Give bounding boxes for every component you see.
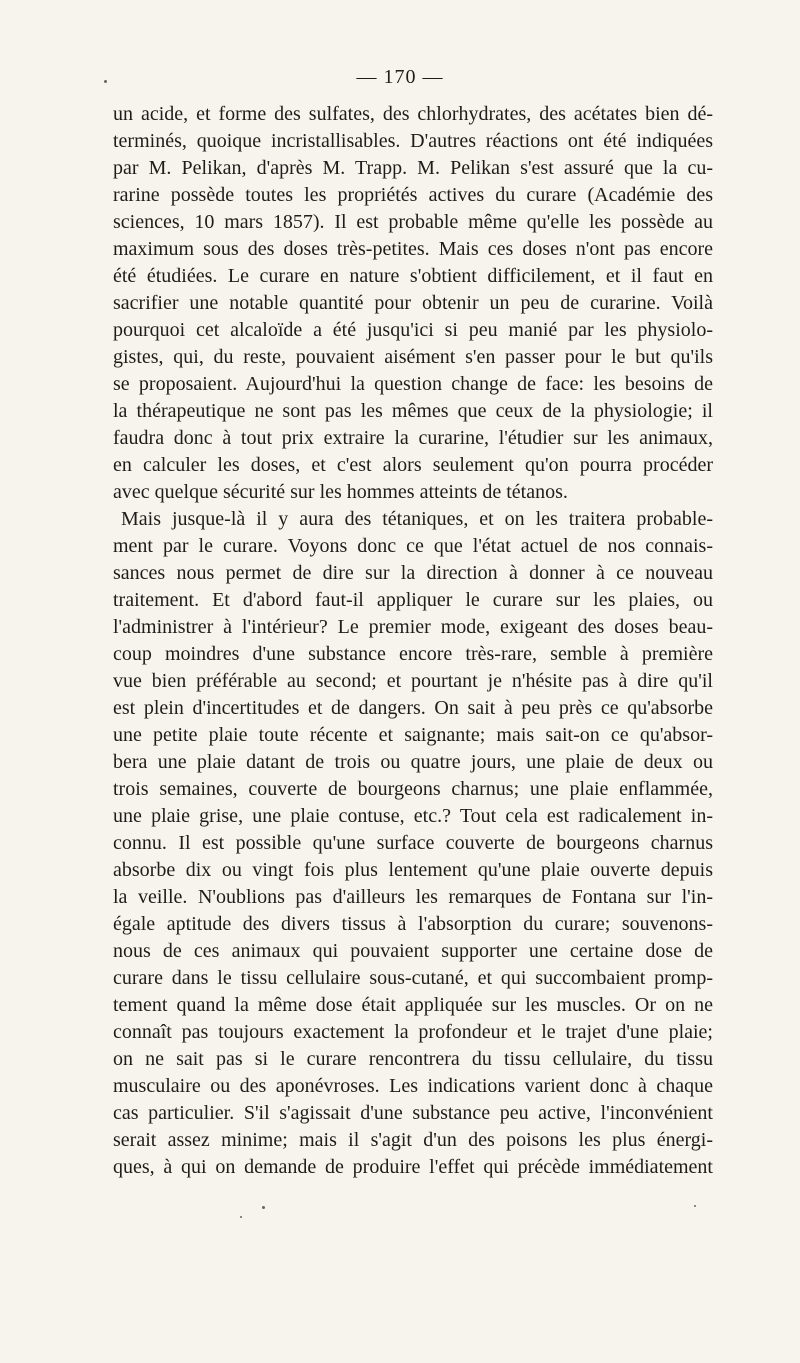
text-line: par M. Pelikan, d'après M. Trapp. M. Pelikan s'est assuré que la cu- [113, 157, 713, 179]
text-line: se proposaient. Aujourd'hui la question change de face: les besoins de [113, 373, 713, 395]
text-line: tement quand la même dose était appliquée sur les muscles. Or on ne [113, 994, 713, 1016]
paragraph-1 [113, 101, 713, 506]
scan-speck [262, 1206, 265, 1209]
text-line: sances nous permet de dire sur la direction à donner à ce nouveau [113, 562, 713, 584]
body-text [113, 101, 713, 1181]
text-line: serait assez minime; mais il s'agit d'un des poisons les plus énergi- [113, 1129, 713, 1151]
text-line: musculaire ou des aponévroses. Les indications varient donc à chaque [113, 1075, 713, 1097]
page-number: — 170 — [356, 66, 444, 88]
text-line: cas particulier. S'il s'agissait d'une substance peu active, l'inconvénient [113, 1102, 713, 1124]
text-line: bera une plaie datant de trois ou quatre jours, une plaie de deux ou [113, 751, 713, 773]
text-line: pourquoi cet alcaloïde a été jusqu'ici si peu manié par les physiolo- [113, 319, 713, 341]
paragraph-2 [113, 506, 713, 1181]
text-line: ment par le curare. Voyons donc ce que l'état actuel de nos connais- [113, 535, 713, 557]
text-line: faudra donc à tout prix extraire la curarine, l'étudier sur les animaux, [113, 427, 713, 449]
text-line: ques, à qui on demande de produire l'effet qui précède immédiatement [113, 1156, 713, 1178]
text-line: Mais jusque-là il y aura des tétaniques, et on les traitera probable- [121, 508, 713, 530]
text-line: en calculer les doses, et c'est alors seulement qu'on pourra procéder [113, 454, 713, 476]
text-line: maximum sous des doses très-petites. Mais ces doses n'ont pas encore [113, 238, 713, 260]
text-line: la thérapeutique ne sont pas les mêmes que ceux de la physiologie; il [113, 400, 713, 422]
text-line: gistes, qui, du reste, pouvaient aisément s'en passer pour le but qu'ils [113, 346, 713, 368]
text-line: été étudiées. Le curare en nature s'obtient difficilement, et il faut en [113, 265, 713, 287]
text-line: absorbe dix ou vingt fois plus lentement qu'une plaie ouverte depuis [113, 859, 713, 881]
text-line: une plaie grise, une plaie contuse, etc.? Tout cela est radicalement in- [113, 805, 713, 827]
text-line: sciences, 10 mars 1857). Il est probable même qu'elle les possède au [113, 211, 713, 233]
scan-speck [104, 80, 107, 83]
text-line: coup moindres d'une substance encore très-rare, semble à première [113, 643, 713, 665]
text-line: traitement. Et d'abord faut-il appliquer le curare sur les plaies, ou [113, 589, 713, 611]
text-line: avec quelque sécurité sur les hommes atteints de tétanos. [113, 481, 568, 503]
scan-speck [240, 1216, 242, 1218]
text-line: trois semaines, couverte de bourgeons charnus; une plaie enflammée, [113, 778, 713, 800]
text-line: connaît pas toujours exactement la profondeur et le trajet d'une plaie; [113, 1021, 713, 1043]
text-line: une petite plaie toute récente et saignante; mais sait-on ce qu'absor- [113, 724, 713, 746]
text-line: est plein d'incertitudes et de dangers. On sait à peu près ce qu'absorbe [113, 697, 713, 719]
text-line: sacrifier une notable quantité pour obtenir un peu de curarine. Voilà [113, 292, 713, 314]
text-line: terminés, quoique incristallisables. D'autres réactions ont été indiquées [113, 130, 713, 152]
text-line: un acide, et forme des sulfates, des chlorhydrates, des acétates bien dé- [113, 103, 713, 125]
text-line: curare dans le tissu cellulaire sous-cutané, et qui succombaient promp- [113, 967, 713, 989]
text-line: vue bien préférable au second; et pourtant je n'hésite pas à dire qu'il [113, 670, 713, 692]
scan-speck [694, 1205, 696, 1207]
text-line: la veille. N'oublions pas d'ailleurs les remarques de Fontana sur l'in- [113, 886, 713, 908]
text-line: nous de ces animaux qui pouvaient supporter une certaine dose de [113, 940, 713, 962]
text-line: égale aptitude des divers tissus à l'absorption du curare; souvenons- [113, 913, 713, 935]
text-line: rarine possède toutes les propriétés actives du curare (Académie des [113, 184, 713, 206]
text-line: on ne sait pas si le curare rencontrera du tissu cellulaire, du tissu [113, 1048, 713, 1070]
text-line: l'administrer à l'intérieur? Le premier mode, exigeant des doses beau- [113, 616, 713, 638]
text-line: connu. Il est possible qu'une surface couverte de bourgeons charnus [113, 832, 713, 854]
